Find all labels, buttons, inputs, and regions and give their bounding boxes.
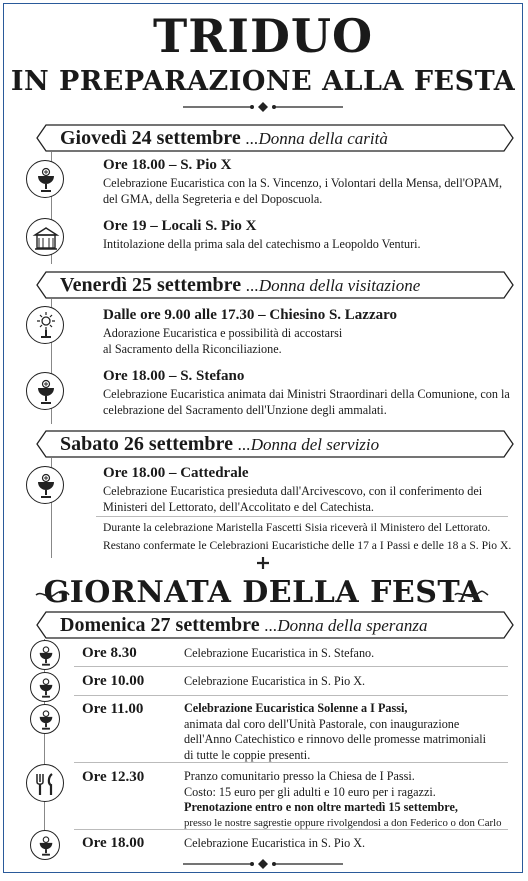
day-label: Giovedì 24 settembre [60, 127, 241, 149]
day-label: Venerdì 25 settembre [60, 274, 242, 296]
chalice-host-icon [26, 160, 64, 198]
chalice-host-icon [26, 372, 64, 410]
event-heading: Ore 18.00 – S. Pio X [103, 157, 232, 173]
event-2-2 [103, 367, 512, 418]
flyer [3, 3, 523, 873]
chalice-host-icon [30, 830, 60, 860]
event-heading: Dalle ore 9.00 alle 17.30 – Chiesino S. Lazzaro [103, 307, 398, 323]
event-1-2 [103, 217, 512, 252]
festa-desc: Celebrazione Eucaristica in S. Pio X. [184, 836, 366, 850]
festa-time: Ore 18.00 [82, 835, 145, 851]
day-banner-friday [34, 271, 512, 299]
festa-desc: Celebrazione Eucaristica Solenne a I Passi, animata dal coro dell'Unità Pastorale, con inaugurazione dell'Anno Catechistico e rinnovo delle promesse matrimoniali di tutte le coppie presenti. [184, 701, 487, 762]
ornament-divider [4, 100, 522, 118]
day-label: Domenica 27 settembre [60, 614, 260, 636]
festa-desc: Celebrazione Eucaristica in S. Pio X. [184, 674, 366, 688]
day-banner-saturday [34, 430, 512, 458]
chalice-host-icon [30, 704, 60, 734]
event-3-1 [103, 464, 512, 515]
chalice-host-icon [30, 672, 60, 702]
event-desc: Celebrazione Eucaristica con la S. Vincenzo, i Volontari della Mensa, dell'OPAM, del GMA, della Segreteria e del Doposcuola. [103, 176, 503, 206]
day-theme: ...Donna della carità [245, 129, 388, 148]
day-banner-sunday [34, 611, 512, 639]
day-theme: ...Donna della speranza [264, 616, 428, 635]
festa-time: Ore 8.30 [82, 645, 137, 661]
church-building-icon [26, 218, 64, 256]
ornament-divider-bottom [4, 857, 522, 875]
chalice-host-icon [30, 640, 60, 670]
festa-time: Ore 10.00 [82, 673, 145, 689]
fork-knife-icon [26, 764, 64, 802]
festa-time: Ore 12.30 [82, 769, 145, 785]
event-desc: Adorazione Eucaristica e possibilità di accostarsi al Sacramento della Riconciliazione. [103, 326, 343, 356]
note-2: Restano confermate le Celebrazioni Eucaristiche delle 17 a I Passi e delle 18 a S. Pio X. [103, 539, 512, 552]
event-heading: Ore 18.00 – Cattedrale [103, 465, 249, 481]
day-theme: ...Donna della visitazione [246, 276, 421, 295]
chalice-host-icon [26, 466, 64, 504]
cross-ornament [4, 556, 522, 575]
event-heading: Ore 18.00 – S. Stefano [103, 368, 245, 384]
day-label: Sabato 26 settembre [60, 433, 233, 455]
event-2-1 [103, 306, 512, 357]
event-heading: Ore 19 – Locali S. Pio X [103, 218, 257, 234]
monstrance-icon [26, 306, 64, 344]
festa-time: Ore 11.00 [82, 701, 144, 717]
page-subtitle: IN PREPARAZIONE ALLA FESTA [10, 66, 516, 97]
festa-desc: Pranzo comunitario presso la Chiesa de I Passi. Costo: 15 euro per gli adulti e 10 euro per i ragazzi. Prenotazione entro e non oltre martedì 15 settembre, presso le nostre sagrestie oppure rivolgendosi a don Federico o don Carlo [184, 769, 502, 829]
day-banner-thursday [34, 124, 512, 152]
event-desc: Celebrazione Eucaristica presieduta dall'Arcivescovo, con il conferimento dei Ministeri del Lettorato, dell'Accolitato e del Catechista. [103, 484, 483, 514]
event-desc: Celebrazione Eucaristica animata dai Ministri Straordinari della Comunione, con la celebrazione del Sacramento dell'Unzione degli ammalati. [103, 387, 510, 417]
event-1-1 [103, 156, 512, 207]
festa-desc: Celebrazione Eucaristica in S. Stefano. [184, 646, 375, 660]
day-theme: ...Donna del servizio [237, 435, 380, 454]
page-title: TRIDUO [152, 9, 374, 63]
note-1: Durante la celebrazione Maristella Fascetti Sisia riceverà il Ministero del Lettorato. [103, 521, 491, 534]
swirl-right [454, 588, 490, 606]
event-desc: Intitolazione della prima sala del catechismo a Leopoldo Venturi. [103, 237, 421, 251]
festa-title: GIORNATA DELLA FESTA [43, 575, 483, 610]
